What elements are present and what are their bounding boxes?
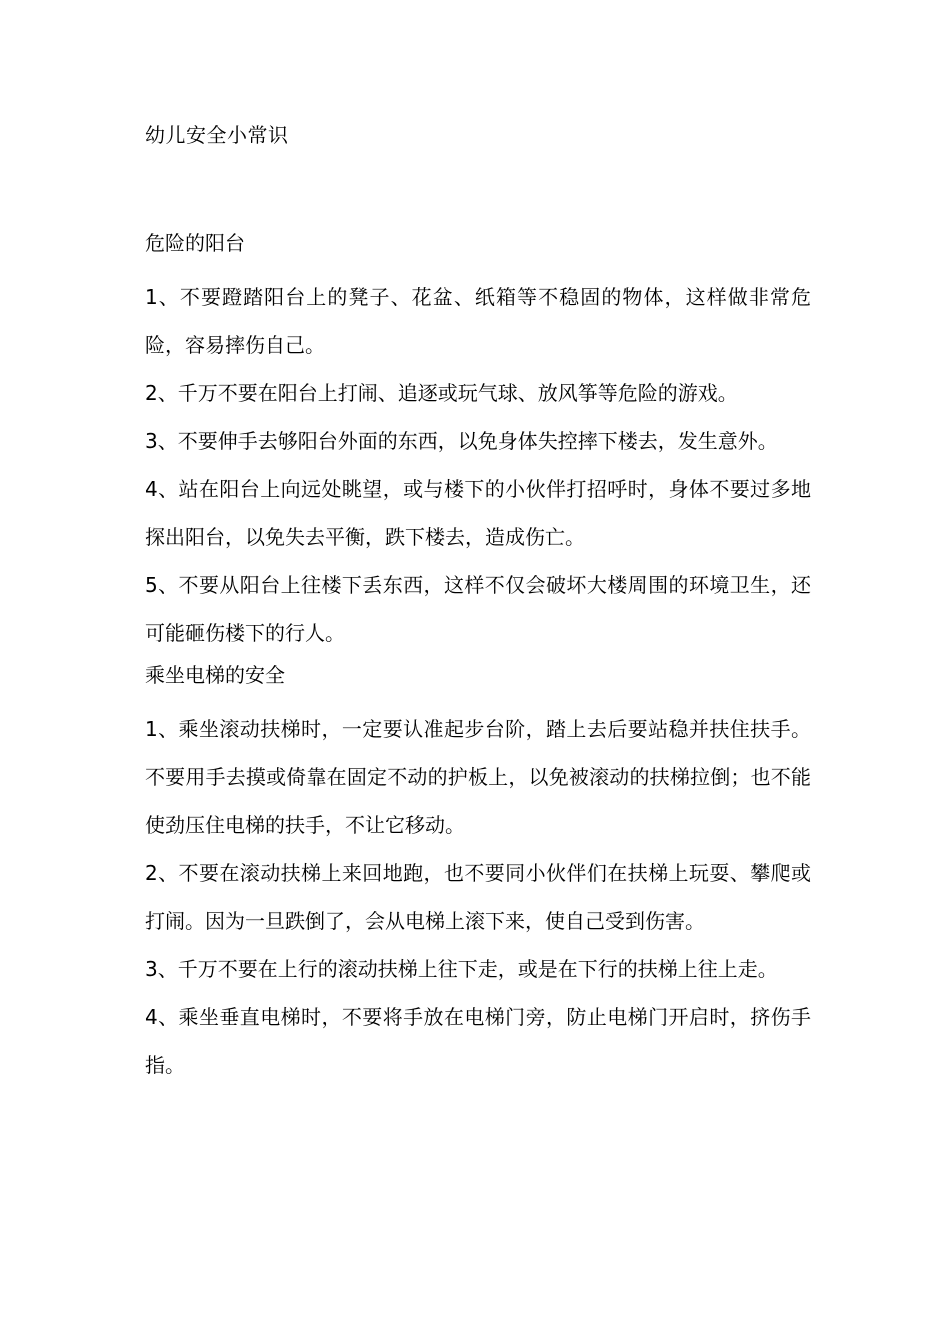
balcony-item-5: 5、不要从阳台上往楼下丢东西，这样不仅会破坏大楼周围的环境卫生，还可能砸伤楼下的行人。	[145, 573, 811, 645]
title-spacer	[145, 153, 811, 225]
elevator-item-1: 1、乘坐滚动扶梯时，一定要认准起步台阶，踏上去后要站稳并扶住扶手。不要用手去摸或倚靠在固定不动的护板上，以免被滚动的扶梯拉倒；也不能使劲压住电梯的扶手，不让它移动。	[145, 717, 811, 837]
balcony-item-2: 2、千万不要在阳台上打闹、追逐或玩气球、放风筝等危险的游戏。	[145, 381, 738, 405]
elevator-item-2: 2、不要在滚动扶梯上来回地跑，也不要同小伙伴们在扶梯上玩耍、攀爬或打闹。因为一旦跌倒了，会从电梯上滚下来，使自己受到伤害。	[145, 861, 811, 933]
document-title: 幼儿安全小常识	[145, 123, 289, 147]
balcony-item-4: 4、站在阳台上向远处眺望，或与楼下的小伙伴打招呼时，身体不要过多地探出阳台，以免失去平衡，跌下楼去，造成伤亡。	[145, 477, 811, 549]
section-balcony	[145, 225, 811, 657]
balcony-item-1: 1、不要蹬踏阳台上的凳子、花盆、纸箱等不稳固的物体，这样做非常危险，容易摔伤自己。	[145, 285, 811, 357]
section-elevator	[145, 657, 811, 1089]
document-body	[145, 117, 811, 1089]
balcony-item-3: 3、不要伸手去够阳台外面的东西，以免身体失控摔下楼去，发生意外。	[145, 429, 778, 453]
section-heading-elevator: 乘坐电梯的安全	[145, 663, 285, 687]
section-heading-balcony: 危险的阳台	[145, 231, 245, 255]
elevator-item-3: 3、千万不要在上行的滚动扶梯上往下走，或是在下行的扶梯上往上走。	[145, 957, 778, 981]
elevator-item-4: 4、乘坐垂直电梯时，不要将手放在电梯门旁，防止电梯门开启时，挤伤手指。	[145, 1005, 811, 1077]
